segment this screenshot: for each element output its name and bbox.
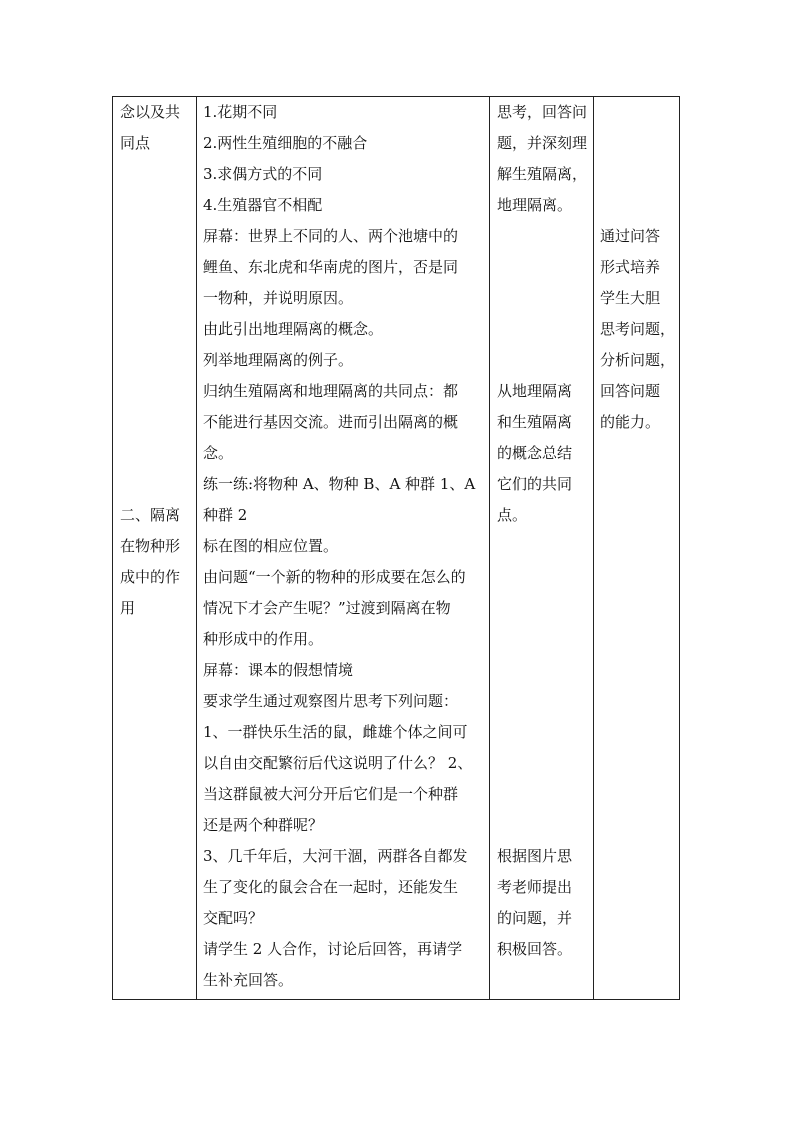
activity-line: 练一练:将物种 A、物种 B、A 种群 1、A [203,475,476,493]
activity-line: 鲤鱼、东北虎和华南虎的图片，否是同 [203,258,459,276]
section-title-line: 念以及共 [120,103,181,121]
student-activity-cell [497,376,593,531]
student-line: 和生殖隔离 [497,413,573,431]
student-line: 从地理隔离 [497,382,573,400]
activity-line: 1.花期不同 [203,103,278,121]
intent-line: 学生大胆 [600,289,661,307]
activity-line: 种形成中的作用。 [203,630,324,648]
section-title-line: 成中的作 [120,568,181,586]
activity-line: 情况下才会产生呢？”过渡到隔离在物 [203,599,451,617]
intent-line: 分析问题， [600,351,676,369]
intent-line: 的能力。 [600,413,661,431]
student-line: 积极回答。 [497,940,573,958]
student-line: 的问题，并 [497,909,573,927]
section-title-line: 同点 [120,134,151,152]
activity-line: 3、几千年后，大河干涸，两群各自都发 [203,847,468,865]
lesson-table [112,96,680,1000]
column-divider [489,97,490,999]
activity-line: 3.求偶方式的不同 [203,165,323,183]
teacher-activity-cell [203,97,485,996]
student-line: 题，并深刻理 [497,134,588,152]
design-intent-cell [600,221,676,438]
activity-line: 由此引出地理隔离的概念。 [203,320,384,338]
activity-line: 交配吗？ [203,909,264,927]
activity-line: 列举地理隔离的例子。 [203,351,354,369]
activity-line: 还是两个种群呢？ [203,816,324,834]
column-divider [593,97,594,999]
student-line: 根据图片思 [497,847,573,865]
intent-line: 回答问题 [600,382,661,400]
intent-line: 通过问答 [600,227,661,245]
activity-line: 归纳生殖隔离和地理隔离的共同点：都 [203,382,459,400]
activity-line: 种群 2 [203,506,248,524]
activity-line: 不能进行基因交流。进而引出隔离的概 [203,413,459,431]
student-line: 考老师提出 [497,878,573,896]
activity-line: 标在图的相应位置。 [203,537,339,555]
student-line: 它们的共同 [497,475,573,493]
activity-line: 以自由交配繁衍后代这说明了什么？ 2、 [203,754,473,772]
column-divider [196,97,197,999]
activity-line: 屏幕：世界上不同的人、两个池塘中的 [203,227,459,245]
activity-line: 念。 [203,444,234,462]
activity-line: 要求学生通过观察图片思考下列问题： [203,692,459,710]
intent-line: 形式培养 [600,258,661,276]
activity-line: 1、一群快乐生活的鼠，雌雄个体之间可 [203,723,468,741]
section-title-line: 用 [120,599,136,617]
activity-line: 4.生殖器官不相配 [203,196,323,214]
activity-line: 生补充回答。 [203,971,294,989]
section-title-cell [120,97,192,159]
activity-line: 一物种，并说明原因。 [203,289,354,307]
student-activity-cell [497,841,593,965]
activity-line: 屏幕：课本的假想情境 [203,661,354,679]
section-title-line: 在物种形 [120,537,181,555]
student-line: 的概念总结 [497,444,573,462]
student-line: 地理隔离。 [497,196,573,214]
student-line: 思考，回答问 [497,103,588,121]
student-line: 点。 [497,506,528,524]
activity-line: 由问题“一个新的物种的形成要在怎么的 [203,568,466,586]
activity-line: 当这群鼠被大河分开后它们是一个种群 [203,785,459,803]
activity-line: 生了变化的鼠会合在一起时，还能发生 [203,878,459,896]
student-activity-cell [497,97,593,221]
student-line: 解生殖隔离， [497,165,588,183]
intent-line: 思考问题， [600,320,676,338]
section-title-cell [120,500,192,624]
section-title-line: 二、隔离 [120,506,181,524]
activity-line: 请学生 2 人合作，讨论后回答，再请学 [203,940,463,958]
activity-line: 2.两性生殖细胞的不融合 [203,134,368,152]
